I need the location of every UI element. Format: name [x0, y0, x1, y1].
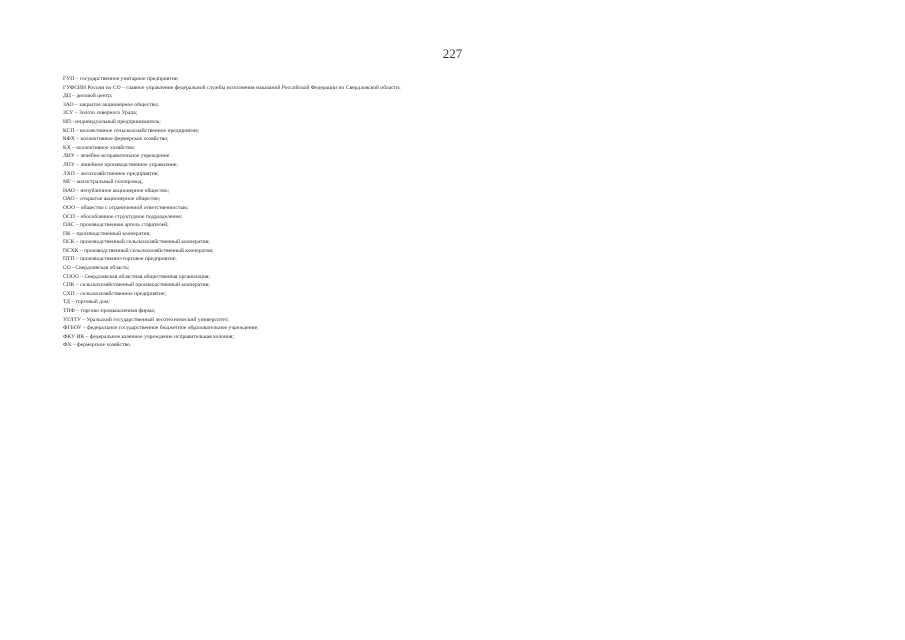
abbreviation-entry: ЛПУ – линейное производственное управление;	[63, 161, 178, 168]
abbreviation-entry: ТПФ – торгово-промышленная фирма;	[63, 308, 156, 315]
abbreviation-entry: ИП –индивидуальный предприниматель;	[63, 118, 161, 125]
abbreviation-entry: ЗСУ – Золото северного Урала;	[63, 110, 138, 117]
abbreviation-entry: ПТП – производственно-торговое предприятие;	[63, 256, 177, 263]
abbreviation-entry: ФГБОУ – федеральное государственное бюджетное образовательное учреждение;	[63, 325, 259, 332]
abbreviation-entry: СХП – сельскохозяйственное предприятие;	[63, 290, 166, 297]
abbreviation-entry: КСП – коллективное сельскохозяйственное предприятие;	[63, 127, 200, 134]
abbreviation-entry: ДЦ – деловой центр;	[63, 93, 113, 100]
abbreviation-entry: ФКУ ИК – федеральное казенное учреждение исправительная колония;	[63, 333, 234, 340]
abbreviation-entry: ОСП – обособленное структурное подразделение;	[63, 213, 183, 220]
abbreviation-entry: УГЛТУ – Уральский государственный лесотехнический университет;	[63, 316, 229, 323]
abbreviation-list	[63, 75, 783, 350]
abbreviation-entry: СО - Свердловская область;	[63, 265, 130, 272]
abbreviation-entry: ООО – общество с ограниченной ответственностью;	[63, 204, 189, 211]
abbreviation-entry: ТД – торговый дом;	[63, 299, 110, 306]
abbreviation-entry: ЗАО – закрытое акционерное общество;	[63, 101, 159, 108]
abbreviation-entry: ГУФСИН России по СО – главное управление федеральной службы исполнения наказаний Российской Федерации по Свердловской области;	[63, 84, 401, 91]
abbreviation-entry: ЛХП – лесохозяйственное предприятие;	[63, 170, 159, 177]
page-number: 227	[442, 46, 463, 61]
abbreviation-entry: ПК – производственный кооператив;	[63, 230, 151, 237]
abbreviation-entry: СООО – Свердловская областная общественная организация;	[63, 273, 210, 280]
abbreviation-entry: КФХ – коллективное фермерское хозяйство;	[63, 136, 169, 143]
abbreviation-entry: ГУП – государственное унитарное предприятие;	[63, 76, 179, 82]
abbreviation-entry: ОАО – открытое акционерное общество;	[63, 196, 161, 203]
abbreviation-entry: ПАС – производственная артель старателей;	[63, 222, 169, 229]
abbreviation-entry: ЛИУ – лечебно-исправительное учреждение	[63, 153, 170, 160]
abbreviation-entry: СПК – сельскохозяйственный производственный кооператив;	[63, 282, 210, 289]
abbreviation-entry: КХ – коллективное хозяйство;	[63, 144, 136, 151]
abbreviation-entry: НАО – непубличное акционерное общество;	[63, 187, 170, 194]
abbreviation-entry: МГ – магистральный газопровод;	[63, 179, 143, 186]
abbreviation-entry: ПСХК – производственный сельскохозяйственный кооператив;	[63, 247, 214, 254]
abbreviation-entry: ФХ – фермерское хозяйство.	[63, 342, 132, 349]
abbreviation-entry: ПСК – производственный сельскохозяйственный кооператив;	[63, 239, 210, 246]
